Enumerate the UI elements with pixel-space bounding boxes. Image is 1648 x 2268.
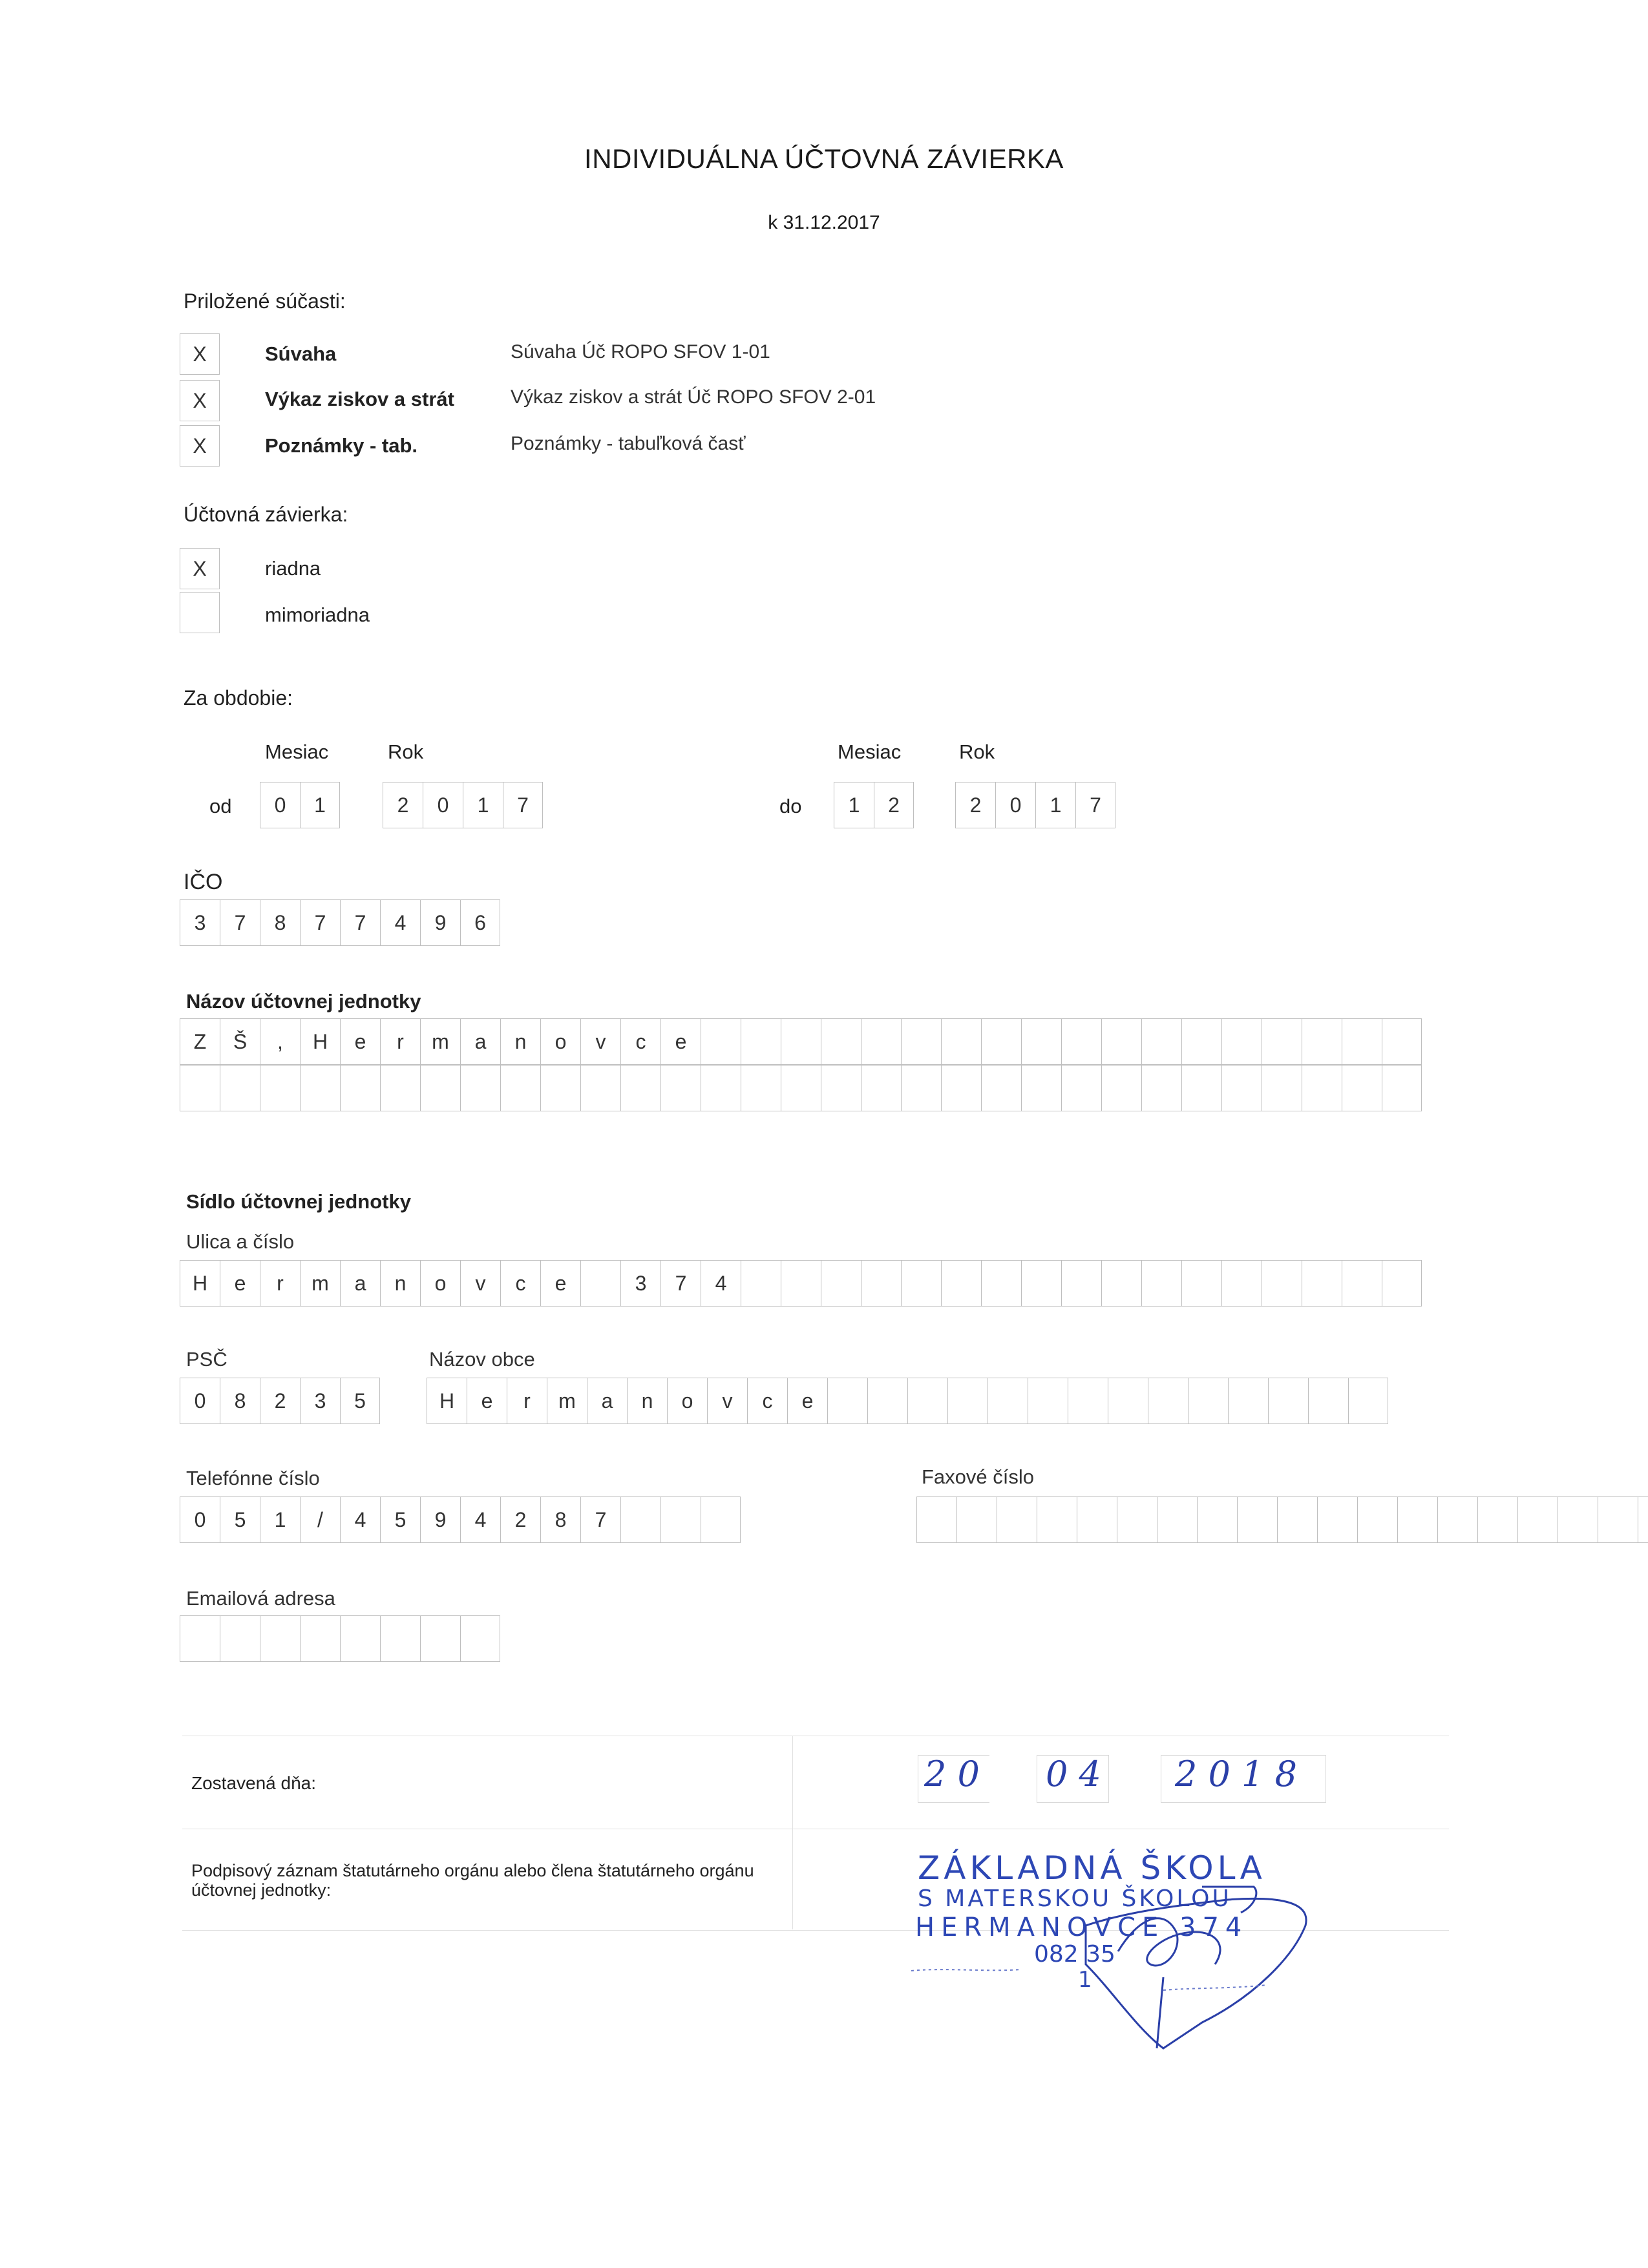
char-cell[interactable] xyxy=(1317,1496,1357,1543)
char-cell[interactable] xyxy=(1357,1496,1397,1543)
char-cell[interactable] xyxy=(500,1065,540,1111)
psc-label: PSČ xyxy=(186,1348,227,1370)
char-cell[interactable] xyxy=(460,1615,500,1662)
char-cell[interactable] xyxy=(901,1260,941,1307)
char-cell[interactable]: 3 xyxy=(300,1378,340,1424)
period-label: Za obdobie: xyxy=(184,686,293,709)
char-cell[interactable]: c xyxy=(620,1018,660,1065)
char-cell[interactable] xyxy=(1141,1018,1181,1065)
char-cell[interactable]: a xyxy=(460,1018,500,1065)
char-cell[interactable] xyxy=(941,1018,981,1065)
attachment-checkbox-suvaha[interactable]: X xyxy=(180,333,220,375)
entity-name-row2 xyxy=(180,1065,1422,1111)
char-cell[interactable] xyxy=(1021,1018,1061,1065)
char-cell[interactable] xyxy=(580,1260,620,1307)
attachment-desc-suvaha: Súvaha Úč ROPO SFOV 1-01 xyxy=(511,341,770,362)
char-cell[interactable]: v xyxy=(460,1260,500,1307)
char-cell[interactable] xyxy=(901,1018,941,1065)
char-cell[interactable] xyxy=(1342,1065,1382,1111)
char-cell[interactable] xyxy=(1598,1496,1638,1543)
period-to-year-label: Rok xyxy=(959,740,995,763)
char-cell[interactable]: H xyxy=(427,1378,467,1424)
char-cell[interactable] xyxy=(781,1260,821,1307)
fax-boxes xyxy=(916,1496,1648,1543)
char-cell[interactable]: m xyxy=(300,1260,340,1307)
street-boxes xyxy=(180,1260,1422,1307)
phone-label: Telefónne číslo xyxy=(186,1467,320,1489)
char-cell[interactable]: 5 xyxy=(220,1496,260,1543)
attachment-checkbox-vykaz[interactable]: X xyxy=(180,380,220,421)
closing-label: Účtovná závierka: xyxy=(184,503,348,526)
handwritten-signature xyxy=(892,1835,1344,2068)
attachment-checkbox-poznamky[interactable]: X xyxy=(180,425,220,467)
digit-cell[interactable]: 7 xyxy=(340,899,380,946)
char-cell[interactable]: e xyxy=(787,1378,827,1424)
char-cell[interactable] xyxy=(1228,1378,1268,1424)
char-cell[interactable] xyxy=(947,1378,988,1424)
char-cell[interactable]: c xyxy=(500,1260,540,1307)
closing-name-mimoriadna: mimoriadna xyxy=(265,604,370,626)
digit-cell[interactable]: 0 xyxy=(995,782,1035,828)
document-date: k 31.12.2017 xyxy=(768,212,880,233)
char-cell[interactable] xyxy=(1157,1496,1197,1543)
town-label: Názov obce xyxy=(429,1348,535,1370)
char-cell[interactable]: 7 xyxy=(580,1496,620,1543)
char-cell[interactable]: 8 xyxy=(540,1496,580,1543)
char-cell[interactable] xyxy=(981,1260,1021,1307)
char-cell[interactable] xyxy=(1397,1496,1437,1543)
char-cell[interactable]: 2 xyxy=(500,1496,540,1543)
char-cell[interactable]: e xyxy=(467,1378,507,1424)
char-cell[interactable]: v xyxy=(580,1018,620,1065)
char-cell[interactable] xyxy=(660,1496,701,1543)
digit-cell[interactable]: 1 xyxy=(463,782,503,828)
char-cell[interactable]: H xyxy=(300,1018,340,1065)
char-cell[interactable]: 3 xyxy=(620,1260,660,1307)
char-cell[interactable] xyxy=(460,1065,500,1111)
char-cell[interactable] xyxy=(1077,1496,1117,1543)
period-to-month-boxes xyxy=(834,782,914,828)
attachment-name-poznamky: Poznámky - tab. xyxy=(265,434,417,457)
closing-name-riadna: riadna xyxy=(265,557,321,580)
digit-cell[interactable]: 0 xyxy=(260,782,300,828)
char-cell[interactable] xyxy=(1382,1018,1422,1065)
char-cell[interactable] xyxy=(1061,1065,1101,1111)
char-cell[interactable] xyxy=(540,1065,580,1111)
char-cell[interactable]: 5 xyxy=(380,1496,420,1543)
char-cell[interactable]: 4 xyxy=(701,1260,741,1307)
seat-label: Sídlo účtovnej jednotky xyxy=(186,1190,411,1213)
char-cell[interactable] xyxy=(867,1378,907,1424)
char-cell[interactable] xyxy=(1302,1260,1342,1307)
char-cell[interactable] xyxy=(1517,1496,1558,1543)
char-cell[interactable] xyxy=(1037,1496,1077,1543)
char-cell[interactable]: / xyxy=(300,1496,340,1543)
digit-cell[interactable]: 9 xyxy=(420,899,460,946)
digit-cell[interactable]: 3 xyxy=(180,899,220,946)
digit-cell[interactable]: 7 xyxy=(503,782,543,828)
char-cell[interactable] xyxy=(956,1496,997,1543)
char-cell[interactable] xyxy=(220,1065,260,1111)
char-cell[interactable] xyxy=(997,1496,1037,1543)
compiled-day: 2 0 xyxy=(924,1754,980,1794)
char-cell[interactable] xyxy=(1382,1065,1422,1111)
digit-cell[interactable]: 2 xyxy=(874,782,914,828)
char-cell[interactable] xyxy=(1221,1065,1262,1111)
char-cell[interactable] xyxy=(941,1260,981,1307)
char-cell[interactable]: e xyxy=(340,1018,380,1065)
char-cell[interactable] xyxy=(1101,1065,1141,1111)
char-cell[interactable] xyxy=(1302,1065,1342,1111)
char-cell[interactable] xyxy=(1117,1496,1157,1543)
stamp-line1: ZÁKLADNÁ ŠKOLA xyxy=(918,1849,1266,1887)
char-cell[interactable] xyxy=(781,1065,821,1111)
digit-cell[interactable]: 1 xyxy=(300,782,340,828)
street-label: Ulica a číslo xyxy=(186,1230,295,1253)
digit-cell[interactable]: 2 xyxy=(955,782,995,828)
entity-name-row1 xyxy=(180,1018,1422,1065)
stamp-line4: 082 35 xyxy=(1034,1941,1115,1968)
char-cell[interactable] xyxy=(821,1065,861,1111)
digit-cell[interactable]: 1 xyxy=(1035,782,1075,828)
char-cell[interactable] xyxy=(741,1260,781,1307)
char-cell[interactable] xyxy=(701,1018,741,1065)
char-cell[interactable]: m xyxy=(420,1018,460,1065)
char-cell[interactable] xyxy=(1382,1260,1422,1307)
phone-boxes xyxy=(180,1496,741,1543)
char-cell[interactable]: v xyxy=(707,1378,747,1424)
char-cell[interactable]: o xyxy=(420,1260,460,1307)
char-cell[interactable]: a xyxy=(340,1260,380,1307)
attachment-desc-vykaz: Výkaz ziskov a strát Úč ROPO SFOV 2-01 xyxy=(511,386,876,408)
char-cell[interactable]: e xyxy=(540,1260,580,1307)
char-cell[interactable] xyxy=(1148,1378,1188,1424)
char-cell[interactable] xyxy=(1141,1260,1181,1307)
attachment-name-vykaz: Výkaz ziskov a strát xyxy=(265,388,454,410)
char-cell[interactable]: 8 xyxy=(220,1378,260,1424)
char-cell[interactable] xyxy=(1028,1378,1068,1424)
char-cell[interactable]: 5 xyxy=(340,1378,380,1424)
char-cell[interactable] xyxy=(1477,1496,1517,1543)
char-cell[interactable] xyxy=(941,1065,981,1111)
char-cell[interactable] xyxy=(580,1065,620,1111)
char-cell[interactable] xyxy=(1021,1065,1061,1111)
char-cell[interactable] xyxy=(1108,1378,1148,1424)
stamp-line5: 1 xyxy=(1078,1967,1092,1993)
char-cell[interactable] xyxy=(1061,1018,1101,1065)
char-cell[interactable]: a xyxy=(587,1378,627,1424)
char-cell[interactable]: r xyxy=(260,1260,300,1307)
char-cell[interactable] xyxy=(861,1018,901,1065)
digit-cell[interactable]: 8 xyxy=(260,899,300,946)
char-cell[interactable] xyxy=(260,1615,300,1662)
char-cell[interactable] xyxy=(340,1615,380,1662)
digit-cell[interactable]: 0 xyxy=(423,782,463,828)
fax-label: Faxové číslo xyxy=(922,1465,1035,1488)
char-cell[interactable]: H xyxy=(180,1260,220,1307)
char-cell[interactable] xyxy=(1061,1260,1101,1307)
char-cell[interactable] xyxy=(1181,1065,1221,1111)
char-cell[interactable] xyxy=(380,1615,420,1662)
char-cell[interactable] xyxy=(901,1065,941,1111)
char-cell[interactable]: , xyxy=(260,1018,300,1065)
char-cell[interactable] xyxy=(1437,1496,1477,1543)
char-cell[interactable] xyxy=(1638,1496,1648,1543)
stamp-line3: HERMANOVCE 374 xyxy=(915,1913,1249,1942)
digit-cell[interactable]: 1 xyxy=(834,782,874,828)
char-cell[interactable]: 2 xyxy=(260,1378,300,1424)
char-cell[interactable]: r xyxy=(380,1018,420,1065)
char-cell[interactable] xyxy=(781,1018,821,1065)
char-cell[interactable] xyxy=(1342,1018,1382,1065)
char-cell[interactable] xyxy=(1348,1378,1388,1424)
period-from-label: od xyxy=(209,795,232,817)
char-cell[interactable]: o xyxy=(540,1018,580,1065)
char-cell[interactable] xyxy=(907,1378,947,1424)
char-cell[interactable]: 0 xyxy=(180,1496,220,1543)
stamp-line2: S MATERSKOU ŠKOLOU xyxy=(918,1885,1232,1912)
period-to-year-boxes xyxy=(955,782,1115,828)
char-cell[interactable] xyxy=(1021,1260,1061,1307)
digit-cell[interactable]: 7 xyxy=(1075,782,1115,828)
char-cell[interactable]: n xyxy=(500,1018,540,1065)
closing-checkbox-mimoriadna[interactable] xyxy=(180,592,220,633)
char-cell[interactable] xyxy=(300,1065,340,1111)
char-cell[interactable]: e xyxy=(660,1018,701,1065)
char-cell[interactable] xyxy=(1268,1378,1308,1424)
char-cell[interactable]: c xyxy=(747,1378,787,1424)
char-cell[interactable] xyxy=(620,1496,660,1543)
char-cell[interactable] xyxy=(1068,1378,1108,1424)
char-cell[interactable] xyxy=(1558,1496,1598,1543)
char-cell[interactable] xyxy=(821,1260,861,1307)
char-cell[interactable] xyxy=(620,1065,660,1111)
email-label: Emailová adresa xyxy=(186,1587,335,1610)
char-cell[interactable] xyxy=(1188,1378,1228,1424)
char-cell[interactable] xyxy=(1277,1496,1317,1543)
char-cell[interactable] xyxy=(260,1065,300,1111)
closing-checkbox-riadna[interactable]: X xyxy=(180,548,220,589)
char-cell[interactable] xyxy=(701,1065,741,1111)
digit-cell[interactable]: 7 xyxy=(300,899,340,946)
char-cell[interactable] xyxy=(1197,1496,1237,1543)
period-from-year-boxes xyxy=(383,782,543,828)
compiled-label: Zostavená dňa: xyxy=(191,1773,317,1793)
entity-name-label: Názov účtovnej jednotky xyxy=(186,990,421,1013)
sign-label: Podpisový záznam štatutárneho orgánu alebo člena štatutárneho orgánu účtovnej jednotky: xyxy=(191,1861,754,1900)
signature-vertical-divider xyxy=(792,1736,793,1929)
char-cell[interactable] xyxy=(380,1065,420,1111)
char-cell[interactable] xyxy=(1181,1260,1221,1307)
char-cell[interactable] xyxy=(741,1065,781,1111)
char-cell[interactable] xyxy=(861,1260,901,1307)
char-cell[interactable]: m xyxy=(547,1378,587,1424)
period-from-year-label: Rok xyxy=(388,740,424,763)
char-cell[interactable] xyxy=(220,1615,260,1662)
char-cell[interactable] xyxy=(660,1065,701,1111)
attachment-desc-poznamky: Poznámky - tabuľková časť xyxy=(511,433,746,454)
char-cell[interactable] xyxy=(1302,1018,1342,1065)
ico-label: IČO xyxy=(184,870,223,894)
char-cell[interactable] xyxy=(981,1065,1021,1111)
period-from-month-label: Mesiac xyxy=(265,740,329,763)
char-cell[interactable] xyxy=(981,1018,1021,1065)
char-cell[interactable]: n xyxy=(627,1378,667,1424)
compiled-month: 0 4 xyxy=(1046,1754,1101,1794)
char-cell[interactable] xyxy=(420,1065,460,1111)
email-boxes xyxy=(180,1615,500,1662)
char-cell[interactable] xyxy=(180,1615,220,1662)
char-cell[interactable] xyxy=(821,1018,861,1065)
char-cell[interactable]: Z xyxy=(180,1018,220,1065)
period-from-month-boxes xyxy=(260,782,340,828)
char-cell[interactable]: o xyxy=(667,1378,707,1424)
digit-cell[interactable]: 6 xyxy=(460,899,500,946)
char-cell[interactable] xyxy=(1342,1260,1382,1307)
compiled-year: 2 0 1 8 xyxy=(1175,1754,1297,1794)
char-cell[interactable] xyxy=(340,1065,380,1111)
period-to-label: do xyxy=(779,795,802,817)
char-cell[interactable] xyxy=(741,1018,781,1065)
char-cell[interactable] xyxy=(1221,1260,1262,1307)
town-boxes xyxy=(427,1378,1388,1424)
char-cell[interactable]: n xyxy=(380,1260,420,1307)
document-title: INDIVIDUÁLNA ÚČTOVNÁ ZÁVIERKA xyxy=(584,143,1064,174)
attachment-name-suvaha: Súvaha xyxy=(265,342,337,365)
psc-boxes xyxy=(180,1378,380,1424)
char-cell[interactable]: 9 xyxy=(420,1496,460,1543)
char-cell[interactable] xyxy=(827,1378,867,1424)
char-cell[interactable]: 1 xyxy=(260,1496,300,1543)
digit-cell[interactable]: 4 xyxy=(380,899,420,946)
char-cell[interactable]: 0 xyxy=(180,1378,220,1424)
char-cell[interactable] xyxy=(988,1378,1028,1424)
attachments-label: Priložené súčasti: xyxy=(184,289,346,313)
char-cell[interactable]: 4 xyxy=(340,1496,380,1543)
char-cell[interactable]: Š xyxy=(220,1018,260,1065)
char-cell[interactable] xyxy=(1308,1378,1348,1424)
char-cell[interactable] xyxy=(1141,1065,1181,1111)
char-cell[interactable]: r xyxy=(507,1378,547,1424)
char-cell[interactable] xyxy=(420,1615,460,1662)
char-cell[interactable] xyxy=(1221,1018,1262,1065)
char-cell[interactable] xyxy=(701,1496,741,1543)
char-cell[interactable] xyxy=(861,1065,901,1111)
period-to-month-label: Mesiac xyxy=(838,740,902,763)
char-cell[interactable] xyxy=(1262,1018,1302,1065)
char-cell[interactable] xyxy=(1101,1018,1141,1065)
char-cell[interactable] xyxy=(916,1496,956,1543)
char-cell[interactable] xyxy=(300,1615,340,1662)
char-cell[interactable] xyxy=(1101,1260,1141,1307)
char-cell[interactable]: 4 xyxy=(460,1496,500,1543)
digit-cell[interactable]: 2 xyxy=(383,782,423,828)
char-cell[interactable] xyxy=(1262,1260,1302,1307)
char-cell[interactable] xyxy=(1237,1496,1277,1543)
char-cell[interactable] xyxy=(1181,1018,1221,1065)
ico-boxes xyxy=(180,899,500,946)
char-cell[interactable] xyxy=(180,1065,220,1111)
char-cell[interactable]: 7 xyxy=(660,1260,701,1307)
digit-cell[interactable]: 7 xyxy=(220,899,260,946)
char-cell[interactable] xyxy=(1262,1065,1302,1111)
char-cell[interactable]: e xyxy=(220,1260,260,1307)
